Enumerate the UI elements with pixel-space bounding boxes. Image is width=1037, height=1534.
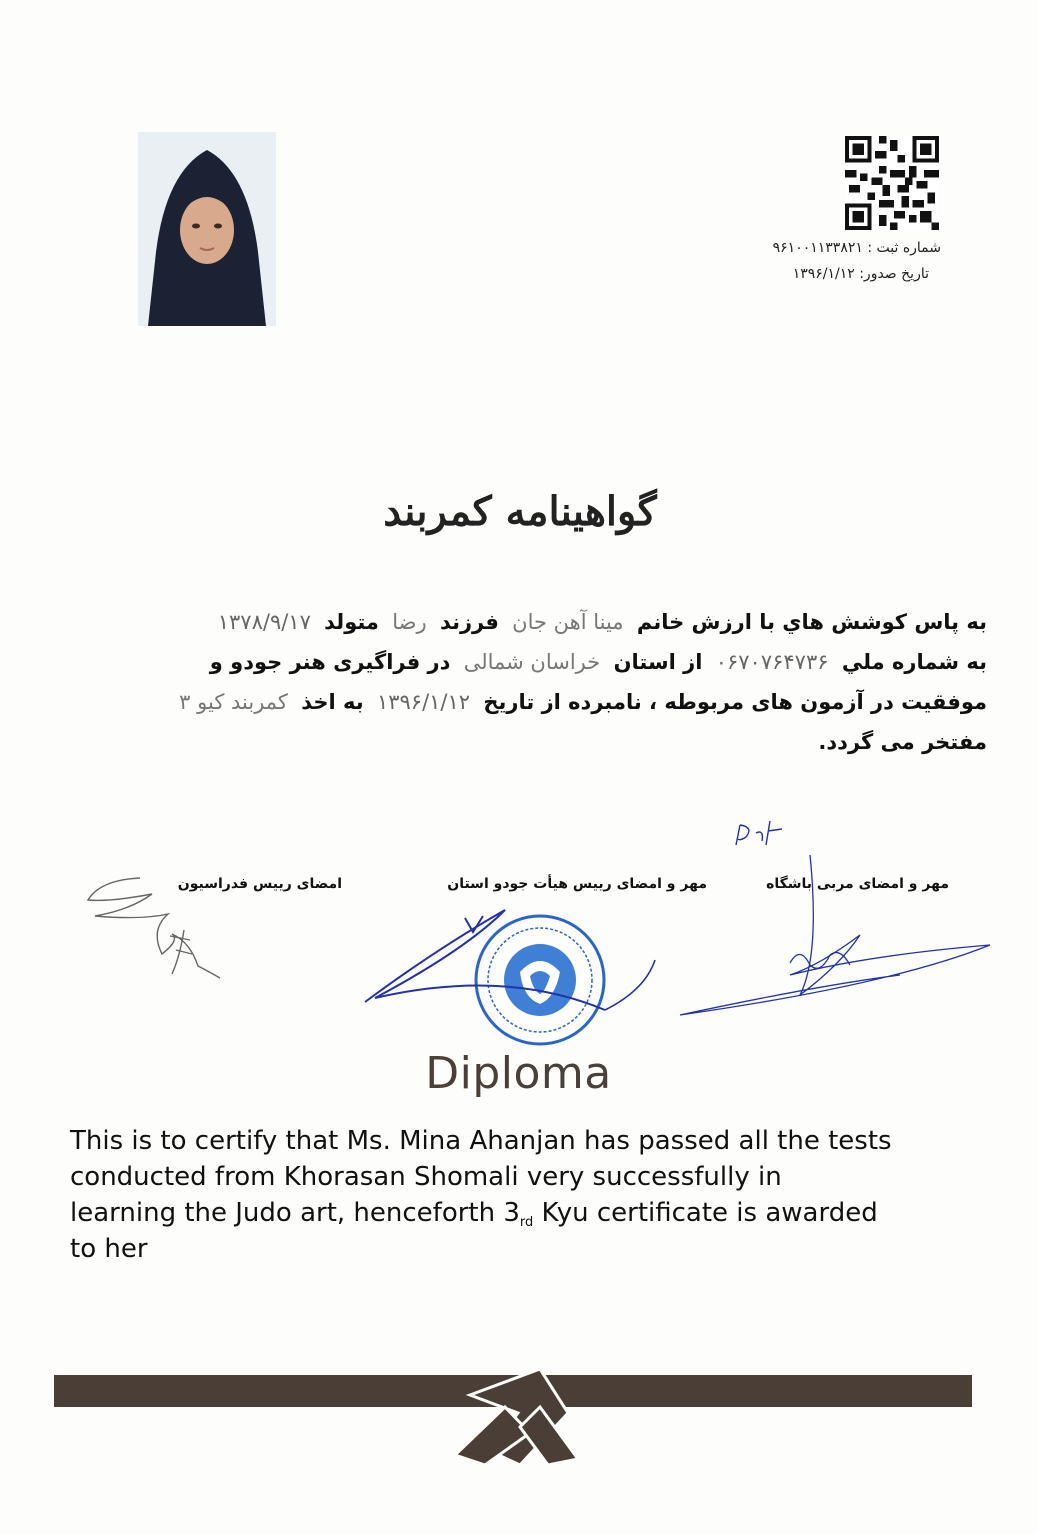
registration-number-row (773, 240, 941, 256)
board-signature-caption: مهر و امضای رییس هیأت جودو استان (447, 876, 707, 892)
coach-signature-caption: مهر و امضای مربی باشگاه (766, 876, 949, 892)
diploma-heading: Diploma (425, 1048, 612, 1099)
english-line-1: This is to certify that Ms. Mina Ahanjan has passed all the tests (70, 1126, 892, 1156)
birth-date: ۱۳۷۸/۹/۱۷ (217, 610, 311, 634)
english-line-3 (70, 1198, 878, 1228)
issue-date: ۱۳۹۶/۱/۱۲ (792, 266, 855, 282)
coach-signature (670, 815, 1010, 1025)
body-text-4: مفتخر می گردد. (818, 730, 987, 754)
english-line-4: to her (70, 1234, 148, 1264)
province: خراسان شمالی (463, 650, 601, 674)
federation-signature-caption: امضای رییس فدراسیون (177, 876, 342, 892)
english-line-3-end: Kyu certificate is awarded (533, 1198, 878, 1228)
registration-label: شماره ثبت : (867, 240, 941, 256)
certificate-title: گواهینامه کمربند (383, 488, 657, 535)
father-name: رضا (392, 610, 427, 634)
body-text-1a: به پاس کوشش هاي با ارزش خانم (636, 610, 987, 634)
board-stamp (355, 880, 675, 1070)
english-line-3-start: learning the Judo art, henceforth 3 (70, 1198, 520, 1228)
ordinal-suffix: rd (519, 1215, 534, 1230)
body-line-2 (57, 650, 987, 674)
body-text-1b: فرزند (439, 610, 499, 634)
body-text-1c: متولد (324, 610, 379, 634)
qr-code (845, 136, 939, 230)
belt-rank: کمربند کیو ۳ (179, 690, 288, 714)
body-text-2b: از استان (613, 650, 703, 674)
body-line-4 (57, 730, 987, 754)
national-id: ۰۶۷۰۷۶۴۷۳۶ (715, 650, 829, 674)
registration-number: ۹۶۱۰۰۱۱۳۳۸۲۱ (772, 240, 863, 256)
judo-belt-graphic (0, 1355, 1037, 1465)
issue-date-row (793, 266, 929, 282)
student-photo (138, 132, 276, 326)
body-line-1 (57, 610, 987, 634)
body-text-3b: به اخذ (301, 690, 364, 714)
student-name: مینا آهن جان (512, 610, 624, 634)
body-line-3 (57, 690, 987, 714)
federation-signature (80, 870, 230, 985)
from-date: ۱۳۹۶/۱/۱۲ (376, 690, 471, 714)
body-text-3a: موفقيت در آزمون های مربوطه ، نامبرده از تاریخ (483, 690, 987, 714)
body-text-2c: در فراگیری هنر جودو و (209, 650, 451, 674)
body-text-2a: به شماره ملي (841, 650, 987, 674)
english-line-2: conducted from Khorasan Shomali very successfully in (70, 1162, 782, 1192)
issue-date-label: تاریخ صدور: (859, 266, 929, 282)
